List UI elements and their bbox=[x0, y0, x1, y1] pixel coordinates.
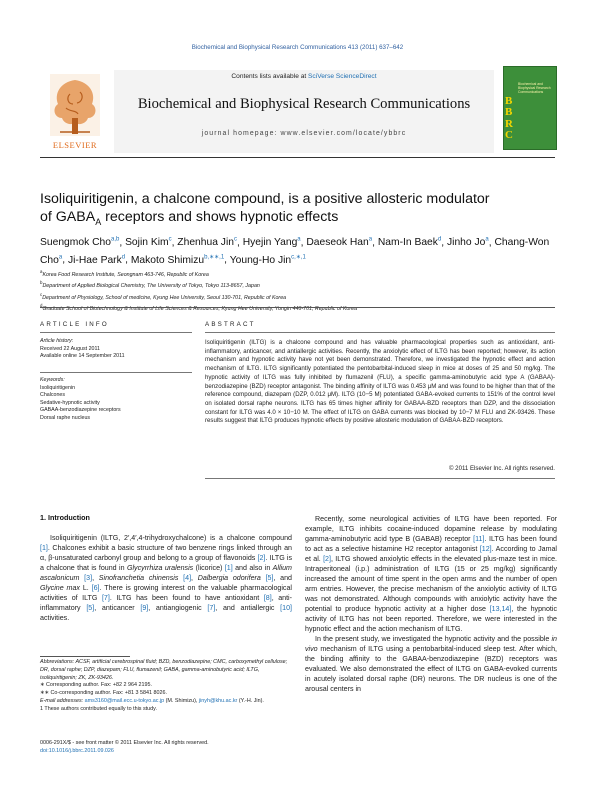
issn-doi-block bbox=[40, 740, 300, 756]
author: Hyejin Yang$^a$ bbox=[242, 237, 301, 249]
citation-link[interactable]: [11] bbox=[473, 535, 485, 543]
equal-contribution-note: 1 These authors contributed equally to this study. bbox=[40, 705, 157, 712]
italic-term: Dalbergia odorifera bbox=[197, 574, 261, 582]
corresponding-author-note: ∗ Corresponding author. Fax: +82 2 964 2195. bbox=[40, 682, 152, 689]
cover-letters bbox=[505, 96, 519, 142]
italic-term: in vivo bbox=[305, 635, 557, 653]
italic-term: Allium ascalonicum bbox=[40, 564, 292, 582]
abstract-text: Isoliquiritigenin (ILTG) is a chalcone compound and has valuable pharmacological properties such as antioxidant, anti-inflammatory, anticancer, and antiallergic activities. Recently, the anxiolytic effect of ILTG has been reported; however, its action mechanism and hypnotic activity have not yet been demonstrated. Therefore, we investigated the hypnotic effect and action mechanism of ILTG. ILTG significantly potentiated the pentobarbital-induced sleep in mice at doses of 25 and 50 mg/kg. The hypnotic activity of ILTG was fully inhibited by flumazenil (FLU), a specific gamma-aminobutyric acid type A (GABAA)-benzodiazepine (BZD) receptor antagonist. The binding affinity of ILTG was 0.453 μM and was found to be higher than that of the reference compound, diazepam (DZP, 0.012 μM). ILTG (10−5 M) potentiated GABA-evoked currents to 151% of the control level on isolated dorsal raphe neurons. ILTG has 65 times higher affinity for GABAA-BZD receptors than DZP, and the dissociation constant for ILTG was 4.0 × 10−10 M. The effect of ILTG on GABA currents was blocked by 10−7 M FLU and ZK-93426. These results suggest that ILTG produces hypnotic effects by positive allosteric modulation of GABAA-BZD receptors. bbox=[205, 339, 555, 425]
body-paragraph: In the present study, we investigated the hypnotic activity and the possible in vivo mechanism of ILTG using a pentobarbital-induced sleep test. After which, the binding affinity to the GABAA-benzodiazepine (BZD) receptors was evaluated. We also demonstrated the effect of ILTG on GABA-evoked currents in acutely isolated dorsal raphe (DR) neurons. The DR nucleus is one of the arousal centers in bbox=[305, 635, 557, 693]
cover-title: Biochemical and Biophysical Research Communications bbox=[518, 82, 551, 94]
affiliation: $^a$Korea Food Research Institute, Seongnam 463-746, Republic of Korea bbox=[40, 269, 209, 278]
keywords-label: Keywords: bbox=[40, 377, 65, 383]
affiliation: $^b$Department of Applied Biological Chemistry, The University of Tokyo, Tokyo 113-8657, Japan bbox=[40, 280, 260, 290]
article-history bbox=[40, 338, 192, 361]
citation-link[interactable]: [6] bbox=[91, 584, 100, 592]
citation-link[interactable]: [12] bbox=[479, 545, 492, 553]
received-date: Received 22 August 2011 bbox=[40, 345, 100, 352]
body-paragraph: Recently, some neurological activities of ILTG have been reported. For example, ILTG inhibits cocaine-induced dopamine release by modulating gamma-aminobutyric acid type B (GABAB) receptor [11]. ILTG has been found to act as a selective histamine H2 receptor antagonist [12]. According to Jamal et al. [2], ILTG showed anxiolytic effects in the elevated plus-maze test in mice. Intraperitoneal (i.p.) administration of ILTG (15 or 25 mg/kg) significantly increased the amount of time spent in the open arms and the number of open arm entries. However, the precise mechanism of the anxiolytic activity of ILTG was not demonstrated. Although compounds with anxiolytic activity have the potential to produce hypnotic activity at a higher dose [13,14], the hypnotic activity of ILTG has not been reported. Therefore, we were interested in the hypnotic effect and the action mechanism of ILTG. bbox=[305, 515, 557, 633]
citation-link[interactable]: [4] bbox=[183, 574, 192, 582]
contents-prefix: Contents lists available at bbox=[231, 73, 309, 80]
email-link[interactable]: ams3160@mail.ecc.u-tokyo.ac.jp bbox=[84, 697, 165, 704]
keywords-divider bbox=[40, 372, 192, 373]
author: Ji-Hae Park$^d$ bbox=[67, 254, 126, 266]
author: Jinho Jo$^a$ bbox=[447, 237, 489, 249]
header-divider bbox=[40, 157, 555, 158]
journal-homepage[interactable]: journal homepage: www.elsevier.com/locate/ybbrc bbox=[201, 130, 407, 137]
title-line-2: of $GABA_A$ receptors and shows hypnotic effects bbox=[40, 209, 339, 227]
history-label: Article history: bbox=[40, 338, 74, 344]
doi-link[interactable]: doi:10.1016/j.bbrc.2011.09.026 bbox=[40, 747, 114, 754]
cover-letter: B bbox=[505, 95, 513, 107]
author: Suengmok Cho$^{a,b}$ bbox=[40, 237, 120, 249]
introduction-heading: 1. Introduction bbox=[40, 513, 90, 522]
issn-line: 0006-291X/$ - see front matter © 2011 Elsevier Inc. All rights reserved. bbox=[40, 740, 209, 746]
right-column-text bbox=[305, 514, 557, 694]
citation-link[interactable]: [10] bbox=[280, 604, 292, 612]
journal-title: Biochemical and Biophysical Research Communications bbox=[137, 96, 471, 112]
author: Nam-In Baek$^d$ bbox=[377, 237, 442, 249]
citation-link[interactable]: [7] bbox=[207, 604, 216, 612]
author: Makoto Shimizu$^{b,∗∗,1}$ bbox=[130, 254, 225, 266]
affiliation: $^c$Department of Physiology, School of medicine, Kyung Hee University, Seoul 130-701, Republic of Korea bbox=[40, 291, 287, 301]
keyword: Sedative-hypnotic activity bbox=[40, 399, 100, 406]
citation-link[interactable]: [1] bbox=[40, 544, 48, 552]
author: Chang-Won Cho$^a$ bbox=[40, 237, 550, 266]
sciencedirect-link[interactable]: SciVerse ScienceDirect bbox=[308, 73, 377, 80]
abstract-heading: ABSTRACT bbox=[205, 321, 256, 328]
co-corresponding-author-note: ∗∗ Co-corresponding author. Fax: +81 3 5841 8026. bbox=[40, 690, 167, 697]
keyword: GABAA-benzodiazepine receptors bbox=[40, 407, 121, 413]
keywords bbox=[40, 377, 192, 422]
citation-link[interactable]: [1] bbox=[224, 564, 233, 572]
cover-letter: B bbox=[505, 106, 513, 119]
citation-link[interactable]: [2] bbox=[323, 555, 331, 563]
copyright-line: © 2011 Elsevier Inc. All rights reserved. bbox=[449, 465, 555, 472]
journal-reference[interactable]: Biochemical and Biophysical Research Communications 413 (2011) 637–642 bbox=[191, 44, 404, 51]
contents-line bbox=[114, 73, 494, 80]
article-info-heading: ARTICLE INFO bbox=[40, 321, 109, 328]
email-footnote: E-mail addresses: ams3160@mail.ecc.u-tokyo.ac.jp (M. Shimizu), jinyh@khu.ac.kr (Y.-H. Jin). bbox=[40, 697, 264, 704]
footnote-divider bbox=[40, 656, 130, 657]
citation-link[interactable]: [5] bbox=[86, 604, 95, 612]
citation-link[interactable]: [5] bbox=[265, 574, 274, 582]
citation-link[interactable]: [13,14] bbox=[489, 605, 512, 613]
title-line-1: Isoliquiritigenin, a chalcone compound, is a positive allosteric modulator bbox=[40, 191, 490, 207]
introduction-paragraph: Isoliquiritigenin (ILTG, 2′,4′,4-trihydroxychalcone) is a chalcone compound [1]. Chalcones exhibit a basic structure of two benzene rings linked through an α, β-unsaturated carbonyl group and belong to a group of flavonoids [2]. ILTG is a chalcone that is found in Glycyrrhiza uralensis (licorice) [1] and also in Allium ascalonicum [3], Sinofranchetia chinensis [4], Dalbergia odorifera [5], and Glycine max L. [6]. There is growing interest on the valuable pharmacological activities of ILTG [7]. ILTG has been found to have antioxidant [8], anti-inflammatory [5], anticancer [9], antiangiogenic [7], and antiallergic [10] activities. bbox=[40, 534, 292, 622]
italic-term: Glycyrrhiza uralensis bbox=[126, 564, 194, 572]
italic-term: Glycine max bbox=[40, 584, 80, 592]
cover-letter: C bbox=[505, 129, 513, 142]
author: Daeseok Han$^a$ bbox=[306, 237, 373, 249]
author-list: Suengmok Cho$^{a,b}$, Sojin Kim$^c$, Zhenhua Jin$^c$, Hyejin Yang$^a$, Daeseok Han$^a$, Nam-In Baek$^d$, Jinho Jo$^a$, Chang-Won Cho$^a$, Ji-Hae Park$^d$, Makoto Shimizu$^{b,∗∗,1}$, Young-Ho Jin$^{c,∗,1}$ bbox=[40, 237, 550, 266]
keyword: Chalcones bbox=[40, 392, 66, 398]
cover-letter: R bbox=[505, 117, 513, 130]
abstract-bottom-divider bbox=[205, 478, 555, 479]
abstract-divider bbox=[205, 332, 555, 333]
paper-title bbox=[40, 190, 560, 231]
footnotes bbox=[40, 659, 292, 714]
abbreviations-footnote: Abbreviations: ACSF, artificial cerebrospinal fluid; BZD, benzodiazepine; CMC, carboxymethyl cellulose; DR, dorsal raphe; DZP, diazepam; FLU, flumazenil; GABA, gamma-aminobutyric acid; ILTG, isoliquiritigenin; ZK, ZK-93426. bbox=[40, 659, 288, 681]
author: Sojin Kim$^c$ bbox=[125, 237, 172, 249]
citation-link[interactable]: [9] bbox=[140, 604, 149, 612]
citation-link[interactable]: [8] bbox=[263, 594, 272, 602]
author: Zhenhua Jin$^c$ bbox=[177, 237, 237, 249]
keyword: Dorsal raphe nucleus bbox=[40, 414, 91, 421]
email-link[interactable]: jinyh@khu.ac.kr bbox=[198, 697, 238, 704]
citation-link[interactable]: [3] bbox=[84, 574, 93, 582]
italic-term: Sinofranchetia chinensis bbox=[98, 574, 179, 582]
online-date: Available online 14 September 2011 bbox=[40, 353, 125, 359]
article-info-divider bbox=[40, 332, 192, 333]
citation-link[interactable]: [2] bbox=[257, 554, 266, 562]
author: Young-Ho Jin$^{c,∗,1}$ bbox=[229, 254, 306, 266]
citation-link[interactable]: [7] bbox=[101, 594, 110, 602]
elsevier-wordmark: ELSEVIER bbox=[52, 140, 98, 150]
section-divider bbox=[40, 307, 555, 308]
keyword: Isoliquiritigenin bbox=[40, 384, 76, 391]
affiliation: $^d$Graduate School of Biotechnology & Institute of Life Sciences & Resources, Kyung Hee University, Yongin 446-701, Republic of Korea bbox=[40, 303, 358, 312]
